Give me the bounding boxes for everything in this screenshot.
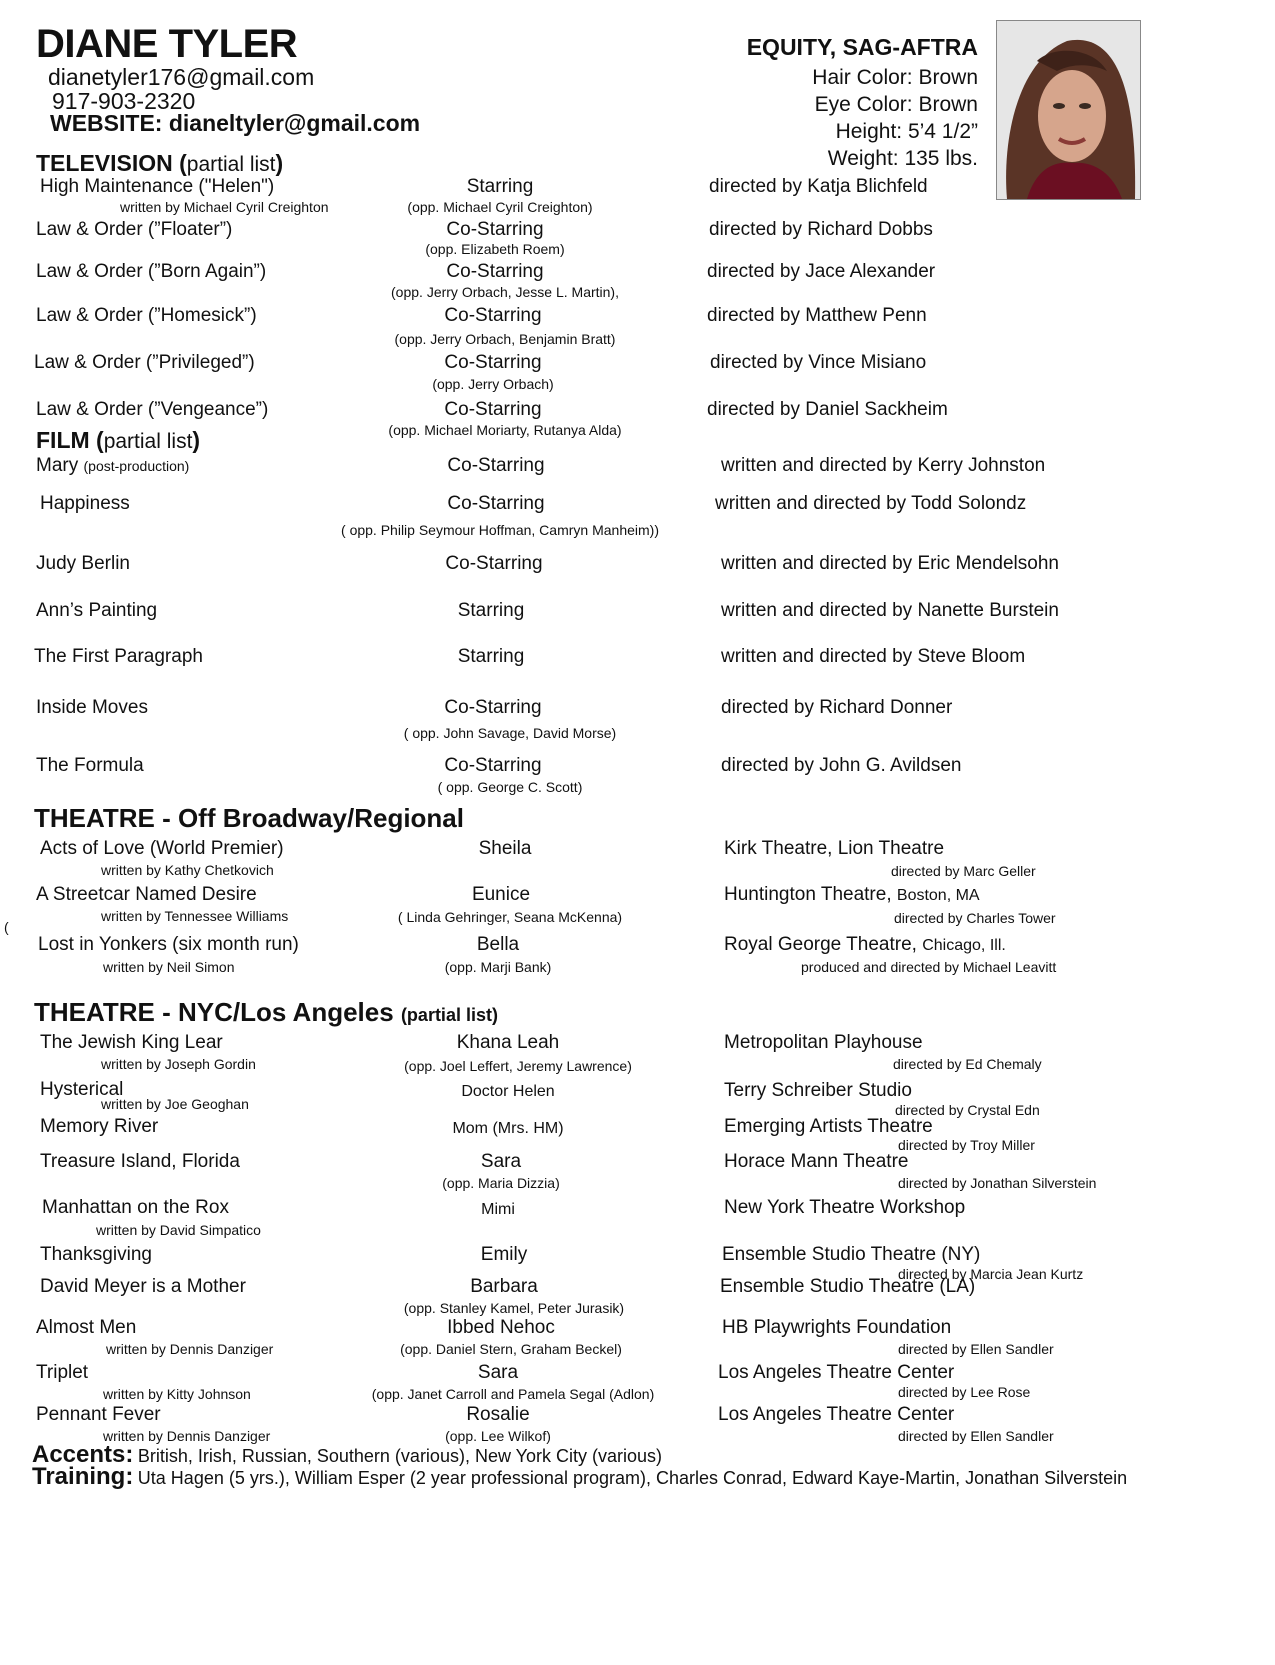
tv-opp: (opp. Elizabeth Roem) [425,241,565,257]
film-role: Co-Starring [444,697,542,718]
nyc-venue: Emerging Artists Theatre [724,1116,933,1137]
nyc-director: directed by Lee Rose [898,1384,1031,1400]
nyc-opp: (opp. Lee Wilkof) [445,1428,551,1444]
tv-opp: (opp. Michael Moriarty, Rutanya Alda) [388,422,622,438]
tv-title: Law & Order (”Privileged”) [34,352,255,373]
nyc-venue: New York Theatre Workshop [724,1197,966,1218]
film-credit: directed by John G. Avildsen [721,755,962,776]
headshot-photo [996,20,1141,200]
film-heading-close: ) [192,427,201,453]
film-opp: ( opp. George C. Scott) [437,779,583,795]
regional-role: Sheila [478,838,532,859]
tv-role: Co-Starring [444,399,542,420]
nyc-venue: Los Angeles Theatre Center [718,1362,955,1383]
tv-director: directed by Matthew Penn [707,305,927,326]
nyc-director: directed by Marcia Jean Kurtz [898,1266,1084,1282]
regional-venue-name: Royal George Theatre, [724,934,917,955]
film-title [36,455,189,477]
headshot-illustration [997,21,1140,199]
nyc-role: Barbara [470,1276,538,1297]
unions: EQUITY, SAG-AFTRA [746,34,978,60]
film-title: Happiness [40,493,130,514]
nyc-director: directed by Jonathan Silverstein [898,1175,1097,1191]
regional-role: Eunice [471,884,531,905]
tv-role: Co-Starring [444,305,542,326]
website: dianeltyler@gmail.com [168,110,421,136]
film-title-text: Mary [36,455,79,476]
website-line [50,110,420,137]
tv-role: Co-Starring [446,261,544,282]
email: dianetyler176@gmail.com [48,64,315,90]
nyc-director: directed by Ellen Sandler [898,1428,1054,1444]
regional-venue [724,884,980,906]
actor-name: DIANE TYLER [36,22,298,66]
television-heading-close: ) [275,150,284,176]
tv-director: directed by Daniel Sackheim [707,399,948,420]
nyc-role: Ibbed Nehoc [447,1317,555,1338]
nyc-title: Almost Men [36,1317,137,1338]
film-credit: directed by Richard Donner [721,697,953,718]
theatre-nyc-heading-paren: (partial list) [400,1005,498,1025]
tv-title: Law & Order (”Homesick”) [36,305,257,326]
nyc-opp: (opp. Maria Dizzia) [442,1175,560,1191]
nyc-role: Emily [480,1244,528,1265]
nyc-role: Sara [477,1362,519,1383]
tv-opp: (opp. Jerry Orbach, Jesse L. Martin), [391,284,619,300]
nyc-venue: HB Playwrights Foundation [722,1317,952,1338]
tv-director: directed by Jace Alexander [707,261,936,282]
regional-venue: Kirk Theatre, Lion Theatre [724,838,945,859]
tv-title: Law & Order (”Born Again”) [36,261,267,282]
tv-director: directed by Vince Misiano [710,352,927,373]
regional-venue-name: Huntington Theatre, [724,884,892,905]
nyc-title: Hysterical [40,1079,124,1100]
film-credit: written and directed by Kerry Johnston [721,455,1046,476]
tv-opp: (opp. Michael Cyril Creighton) [407,199,593,215]
television-heading-text: TELEVISION ( [36,150,187,176]
film-role: Co-Starring [447,493,545,514]
film-title-note: (post-production) [83,458,190,474]
regional-writer: written by Tennessee Williams [101,908,289,924]
stray-mark: ( [4,919,9,935]
height: Height: 5’4 1/2” [835,120,978,143]
tv-opp: (opp. Jerry Orbach, Benjamin Bratt) [394,331,616,347]
regional-director: produced and directed by Michael Leavitt [801,959,1057,975]
film-role: Co-Starring [447,455,545,476]
film-heading [36,427,200,454]
nyc-role: Mom (Mrs. HM) [452,1120,564,1137]
tv-writer: written by Michael Cyril Creighton [120,199,329,215]
nyc-role: Khana Leah [456,1032,560,1053]
tv-role: Co-Starring [446,219,544,240]
weight: Weight: 135 lbs. [827,147,978,170]
nyc-role: Doctor Helen [461,1083,555,1100]
film-role: Starring [457,646,525,667]
nyc-venue: Metropolitan Playhouse [724,1032,923,1053]
tv-opp: (opp. Jerry Orbach) [432,376,554,392]
website-label: WEBSITE: [50,110,163,136]
training-line [32,1463,1127,1491]
film-role: Starring [457,600,525,621]
nyc-writer: written by David Simpatico [96,1222,261,1238]
nyc-role: Mimi [481,1201,515,1218]
film-title: Inside Moves [36,697,148,718]
television-heading-paren: partial list [186,153,276,176]
tv-title: Law & Order (”Floater”) [36,219,233,240]
regional-writer: written by Kathy Chetkovich [101,862,274,878]
nyc-writer: written by Joseph Gordin [101,1056,256,1072]
nyc-venue: Ensemble Studio Theatre (NY) [722,1244,981,1265]
tv-director: directed by Katja Blichfeld [709,176,928,197]
theatre-regional-heading: THEATRE - Off Broadway/Regional [34,803,464,833]
film-title: The Formula [36,755,144,776]
film-title: The First Paragraph [34,646,203,667]
film-opp: ( opp. John Savage, David Morse) [403,725,617,741]
nyc-title: Treasure Island, Florida [40,1151,240,1172]
film-credit: written and directed by Steve Bloom [721,646,1026,667]
nyc-writer: written by Joe Geoghan [101,1096,249,1112]
film-heading-paren: partial list [103,430,193,453]
regional-writer: written by Neil Simon [103,959,235,975]
training-label: Training: [32,1463,134,1490]
film-heading-text: FILM ( [36,427,104,453]
nyc-director: directed by Ellen Sandler [898,1341,1054,1357]
regional-role: Bella [476,934,520,955]
nyc-director: directed by Crystal Edn [895,1102,1040,1118]
film-title: Ann’s Painting [36,600,158,621]
hair-color: Hair Color: Brown [812,66,978,89]
nyc-writer: written by Kitty Johnson [103,1386,251,1402]
nyc-opp: (opp. Janet Carroll and Pamela Segal (Adlon) [371,1386,655,1402]
training-value: Uta Hagen (5 yrs.), William Esper (2 year professional program), Charles Conrad, Edward Kaye-Martin, Jonathan Silverstein [137,1468,1128,1488]
nyc-title: The Jewish King Lear [40,1032,223,1053]
tv-title: Law & Order (”Vengeance”) [36,399,269,420]
regional-director: directed by Charles Tower [894,910,1056,926]
nyc-title: Memory River [40,1116,159,1137]
regional-venue [724,934,1006,956]
nyc-director: directed by Troy Miller [898,1137,1035,1153]
nyc-opp: (opp. Stanley Kamel, Peter Jurasik) [403,1300,625,1316]
nyc-opp: (opp. Daniel Stern, Graham Beckel) [400,1341,622,1357]
regional-venue-location: Boston, MA [896,887,980,904]
nyc-venue: Terry Schreiber Studio [724,1080,912,1101]
nyc-role: Sara [480,1151,522,1172]
nyc-title: David Meyer is a Mother [40,1276,246,1297]
regional-title: Lost in Yonkers (six month run) [38,934,299,955]
nyc-director: directed by Ed Chemaly [893,1056,1042,1072]
nyc-opp: (opp. Joel Leffert, Jeremy Lawrence) [404,1058,632,1074]
tv-director: directed by Richard Dobbs [709,219,933,240]
nyc-writer: written by Dennis Danziger [106,1341,274,1357]
nyc-title: Triplet [36,1362,89,1383]
nyc-writer: written by Dennis Danziger [103,1428,271,1444]
accents-value: British, Irish, Russian, Southern (various), New York City (various) [137,1446,663,1466]
nyc-title: Thanksgiving [40,1244,152,1265]
nyc-venue: Los Angeles Theatre Center [718,1404,955,1425]
nyc-role: Rosalie [466,1404,530,1425]
television-heading [36,150,283,177]
nyc-venue: Ensemble Studio Theatre (LA) [720,1276,976,1297]
phone: 917-903-2320 [52,88,196,114]
nyc-title: Pennant Fever [36,1404,161,1425]
film-credit: written and directed by Eric Mendelsohn [721,553,1059,574]
film-credit: written and directed by Todd Solondz [715,493,1027,514]
film-role: Co-Starring [444,755,542,776]
film-title: Judy Berlin [36,553,130,574]
regional-director: directed by Marc Geller [891,863,1036,879]
tv-title: High Maintenance ("Helen") [40,176,275,197]
regional-opp: (opp. Marji Bank) [444,959,552,975]
film-opp: ( opp. Philip Seymour Hoffman, Camryn Manheim)) [341,522,659,538]
eye-color: Eye Color: Brown [814,93,978,116]
theatre-nyc-heading [34,997,498,1028]
nyc-venue: Horace Mann Theatre [724,1151,909,1172]
theatre-nyc-heading-text: THEATRE - NYC/Los Angeles [34,997,394,1027]
tv-role: Co-Starring [444,352,542,373]
accents-label: Accents: [32,1441,134,1468]
nyc-title: Manhattan on the Rox [42,1197,229,1218]
tv-role: Starring [466,176,534,197]
film-credit: written and directed by Nanette Burstein [721,600,1059,621]
regional-opp: ( Linda Gehringer, Seana McKenna) [397,909,623,925]
film-role: Co-Starring [445,553,543,574]
regional-title: Acts of Love (World Premier) [40,838,284,859]
regional-venue-location: Chicago, Ill. [922,937,1006,954]
regional-title: A Streetcar Named Desire [36,884,257,905]
